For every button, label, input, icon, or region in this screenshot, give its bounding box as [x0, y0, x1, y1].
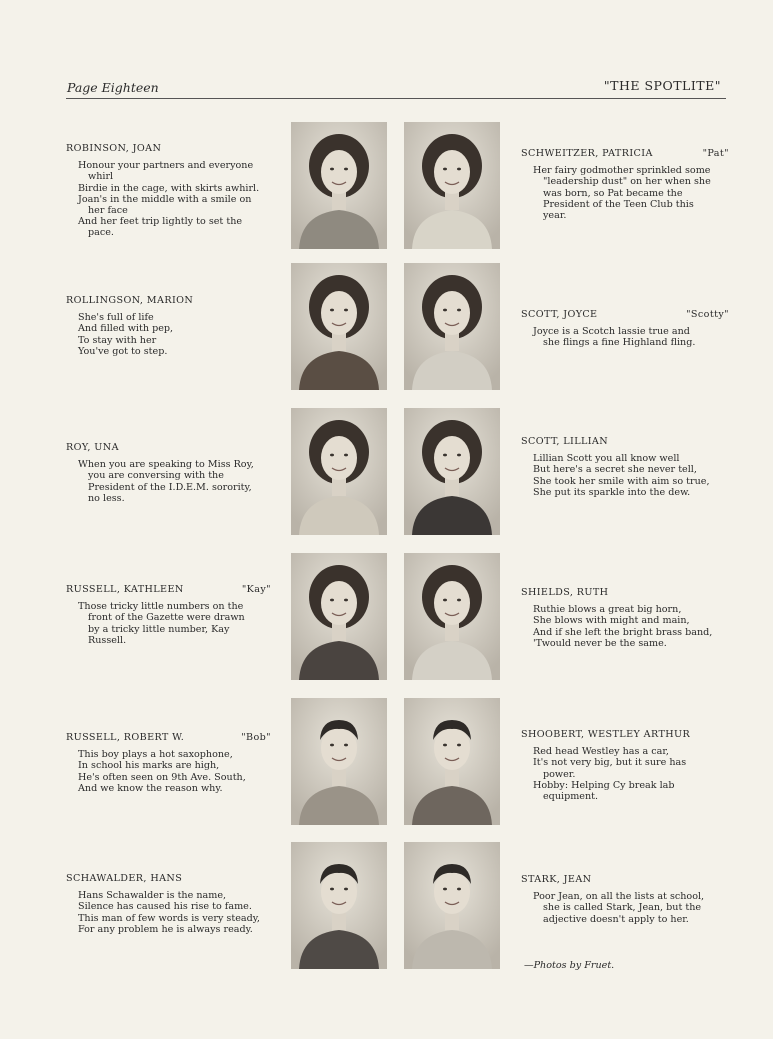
verse-line: Russell. — [88, 634, 127, 646]
publication-title: "THE SPOTLITE" — [603, 78, 721, 93]
portrait-photo-left-0 — [291, 122, 387, 249]
portrait-photo-left-1 — [291, 263, 387, 390]
verse-line: her face — [88, 205, 128, 217]
portrait-photo-right-4 — [404, 698, 500, 825]
verse-line: no less. — [88, 492, 125, 504]
entry-right-5 — [521, 874, 729, 925]
verse-line: Joyce is a Scotch lassie true and — [533, 326, 690, 338]
verse — [521, 746, 729, 802]
nickname: "Pat" — [702, 148, 729, 159]
nickname: "Kay" — [241, 584, 271, 595]
verse-line: You've got to step. — [78, 345, 168, 357]
nickname: "Scotty" — [686, 309, 729, 320]
verse-line: 'Twould never be the same. — [533, 637, 667, 649]
entry-left-3 — [66, 584, 271, 646]
student-name: STARK, JEAN — [521, 874, 592, 885]
entry-right-4 — [521, 729, 729, 802]
student-name: SCHAWALDER, HANS — [66, 873, 183, 884]
verse-line: She's full of life — [78, 312, 154, 324]
verse — [66, 601, 271, 646]
portrait-photo-right-0 — [404, 122, 500, 249]
verse-line: Joan's in the middle with a smile on — [78, 193, 252, 205]
verse-line: Those tricky little numbers on the — [78, 601, 244, 613]
portrait-photo-right-5 — [404, 842, 500, 969]
verse — [521, 604, 729, 649]
verse-line: When you are speaking to Miss Roy, — [78, 459, 254, 471]
entry-right-3 — [521, 587, 729, 649]
verse — [521, 891, 729, 925]
verse — [521, 326, 729, 348]
student-name: SCHWEITZER, PATRICIA — [521, 148, 653, 159]
portrait-photo-left-3 — [291, 553, 387, 680]
verse-line: Hobby: Helping Cy break lab — [533, 779, 675, 791]
entry-left-1 — [66, 295, 271, 357]
verse-line: To stay with her — [78, 334, 157, 346]
verse — [66, 890, 271, 935]
verse-line: by a tricky little number, Kay — [88, 623, 230, 635]
verse-line: This boy plays a hot saxophone, — [78, 749, 233, 761]
verse — [66, 312, 271, 357]
student-name: ROLLINGSON, MARION — [66, 295, 194, 306]
verse-line: whirl — [88, 171, 114, 183]
verse-line: adjective doesn't apply to her. — [543, 913, 689, 925]
verse-line: she is called Stark, Jean, but the — [543, 902, 702, 914]
verse-line: Silence has caused his rise to fame. — [78, 901, 252, 913]
entry-right-2 — [521, 436, 729, 498]
student-name: SHOOBERT, WESTLEY ARTHUR — [521, 729, 691, 740]
photo-credit: —Photos by Fruet. — [524, 960, 615, 971]
verse-line: Her fairy godmother sprinkled some — [533, 165, 711, 177]
verse-line: In school his marks are high, — [78, 760, 220, 772]
verse-line: she flings a fine Highland fling. — [543, 337, 696, 349]
verse-line: pace. — [88, 227, 114, 239]
verse-line: She put its sparkle into the dew. — [533, 486, 691, 498]
nickname: "Bob" — [241, 732, 271, 743]
entry-left-5 — [66, 873, 271, 935]
student-name: SCOTT, LILLIAN — [521, 436, 609, 447]
verse-line: was born, so Pat became the — [543, 187, 683, 199]
portrait-photo-left-5 — [291, 842, 387, 969]
entry-left-2 — [66, 442, 271, 504]
verse-line: She blows with might and main, — [533, 615, 690, 627]
verse-line: And if she left the bright brass band, — [533, 626, 713, 638]
verse-line: Lillian Scott you all know well — [533, 453, 680, 465]
page-number: Page Eighteen — [67, 80, 159, 95]
student-name: ROBINSON, JOAN — [66, 143, 162, 154]
verse — [66, 160, 271, 238]
verse-line: And her feet trip lightly to set the — [78, 216, 243, 228]
verse-line: equipment. — [543, 791, 599, 803]
verse-line: But here's a secret she never tell, — [533, 464, 697, 476]
verse-line: "leadership dust" on her when she — [543, 176, 711, 188]
entry-right-0 — [521, 148, 729, 221]
student-name: SHIELDS, RUTH — [521, 587, 609, 598]
student-name: SCOTT, JOYCE — [521, 309, 598, 320]
verse-line: year. — [543, 210, 567, 222]
entry-right-1 — [521, 309, 729, 349]
verse-line: power. — [543, 768, 576, 780]
verse-line: It's not very big, but it sure has — [533, 757, 687, 769]
verse-line: front of the Gazette were drawn — [88, 612, 245, 624]
verse-line: Poor Jean, on all the lists at school, — [533, 891, 705, 903]
verse-line: Honour your partners and everyone — [78, 160, 254, 172]
portrait-photo-right-1 — [404, 263, 500, 390]
student-name: RUSSELL, ROBERT W. — [66, 732, 185, 743]
verse-line: And filled with pep, — [78, 323, 174, 335]
verse-line: you are conversing with the — [88, 470, 224, 482]
student-name: RUSSELL, KATHLEEN — [66, 584, 184, 595]
verse-line: For any problem he is always ready. — [78, 923, 253, 935]
verse-line: He's often seen on 9th Ave. South, — [78, 771, 246, 783]
student-name: ROY, UNA — [66, 442, 119, 453]
verse-line: Hans Schawalder is the name, — [78, 890, 227, 902]
portrait-photo-right-2 — [404, 408, 500, 535]
entry-left-0 — [66, 143, 271, 239]
verse-line: President of the Teen Club this — [543, 198, 694, 210]
verse-line: Red head Westley has a car, — [533, 746, 669, 758]
verse — [521, 453, 729, 498]
verse — [521, 165, 729, 221]
portrait-photo-left-2 — [291, 408, 387, 535]
verse-line: She took her smile with aim so true, — [533, 475, 710, 487]
verse-line: And we know the reason why. — [78, 782, 223, 794]
verse — [66, 459, 271, 504]
portrait-photo-left-4 — [291, 698, 387, 825]
verse — [66, 749, 271, 794]
header-rule — [66, 98, 726, 99]
verse-line: President of the I.D.E.M. sorority, — [88, 481, 252, 493]
entry-left-4 — [66, 732, 271, 794]
verse-line: Ruthie blows a great big horn, — [533, 604, 682, 616]
verse-line: Birdie in the cage, with skirts awhirl. — [78, 182, 260, 194]
verse-line: This man of few words is very steady, — [78, 912, 260, 924]
portrait-photo-right-3 — [404, 553, 500, 680]
